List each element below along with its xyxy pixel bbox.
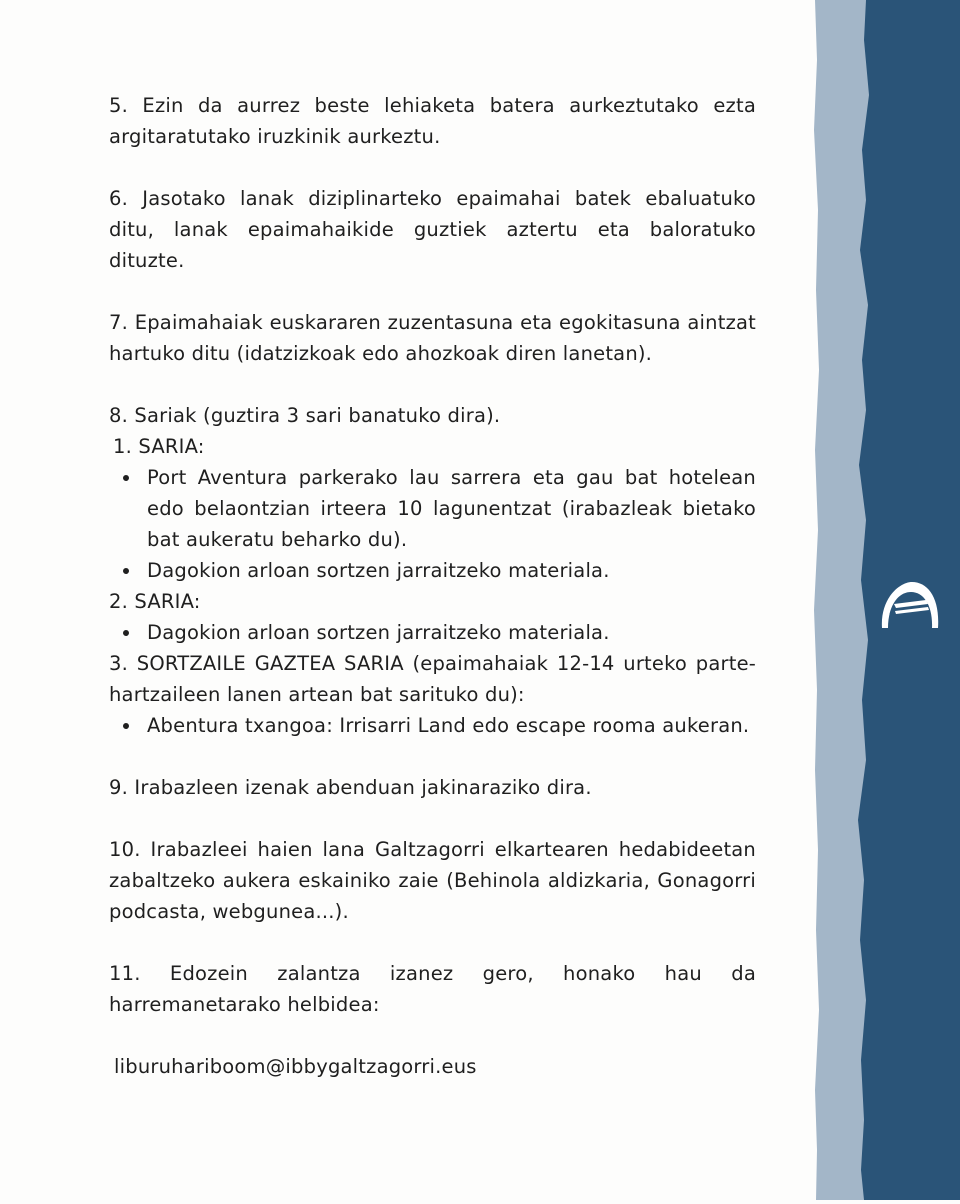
list-item: Dagokion arloan sortzen jarraitzeko materiala. bbox=[147, 617, 756, 648]
rule-7: 7. Epaimahaiak euskararen zuzentasuna eta egokitasuna aintzat hartuko ditu (idatzizkoak edo ahozkoak diren lanetan). bbox=[109, 311, 756, 365]
rule-10: 10. Irabazleei haien lana Galtzagorri elkartearen hedabideetan zabaltzeko aukera eskainiko zaie (Behinola aldizkaria, Gonagorri podcasta, webgunea...). bbox=[109, 838, 756, 923]
rule-6: 6. Jasotako lanak diziplinarteko epaimahai batek ebaluatuko ditu, lanak epaimahaikide guztiek aztertu eta baloratuko dituzte. bbox=[109, 187, 756, 272]
prize-3-title bbox=[109, 648, 756, 710]
prize-3-title-bold: 3. SORTZAILE GAZTEA SARIA bbox=[109, 652, 404, 675]
prize-1-list bbox=[109, 462, 756, 586]
prize-2-title: 2. SARIA: bbox=[109, 590, 201, 613]
prize-1-title: 1. SARIA: bbox=[113, 435, 205, 458]
prize-3-list bbox=[109, 710, 756, 741]
prize-3-title-rest: (epaimahaiak 12-14 urteko parte-hartzaileen lanen artean bat sarituko du): bbox=[109, 652, 756, 706]
contact-email-link[interactable]: liburuhariboom@ibbygaltzagorri.eus bbox=[114, 1055, 477, 1078]
rule-11: 11. Edozein zalantza izanez gero, honako hau da harremanetarako helbidea: bbox=[109, 962, 756, 1016]
rule-8: 8. Sariak (guztira 3 sari banatuko dira). bbox=[109, 404, 501, 427]
rule-9: 9. Irabazleen izenak abenduan jakinaraziko dira. bbox=[109, 776, 592, 799]
rules-content bbox=[109, 90, 756, 1082]
prize-2-list bbox=[109, 617, 756, 648]
list-item: Abentura txangoa: Irrisarri Land edo escape rooma aukeran. bbox=[147, 710, 756, 741]
list-item: Dagokion arloan sortzen jarraitzeko materiala. bbox=[147, 555, 756, 586]
rule-5: 5. Ezin da aurrez beste lehiaketa batera aurkeztutako ezta argitaratutako iruzkinik aurkeztu. bbox=[109, 94, 756, 148]
galtzagorri-logo-icon bbox=[878, 578, 942, 632]
list-item: Port Aventura parkerako lau sarrera eta gau bat hotelean edo belaontzian irteera 10 lagunentzat (irabazleak bietako bat aukeratu beharko du). bbox=[147, 462, 756, 555]
